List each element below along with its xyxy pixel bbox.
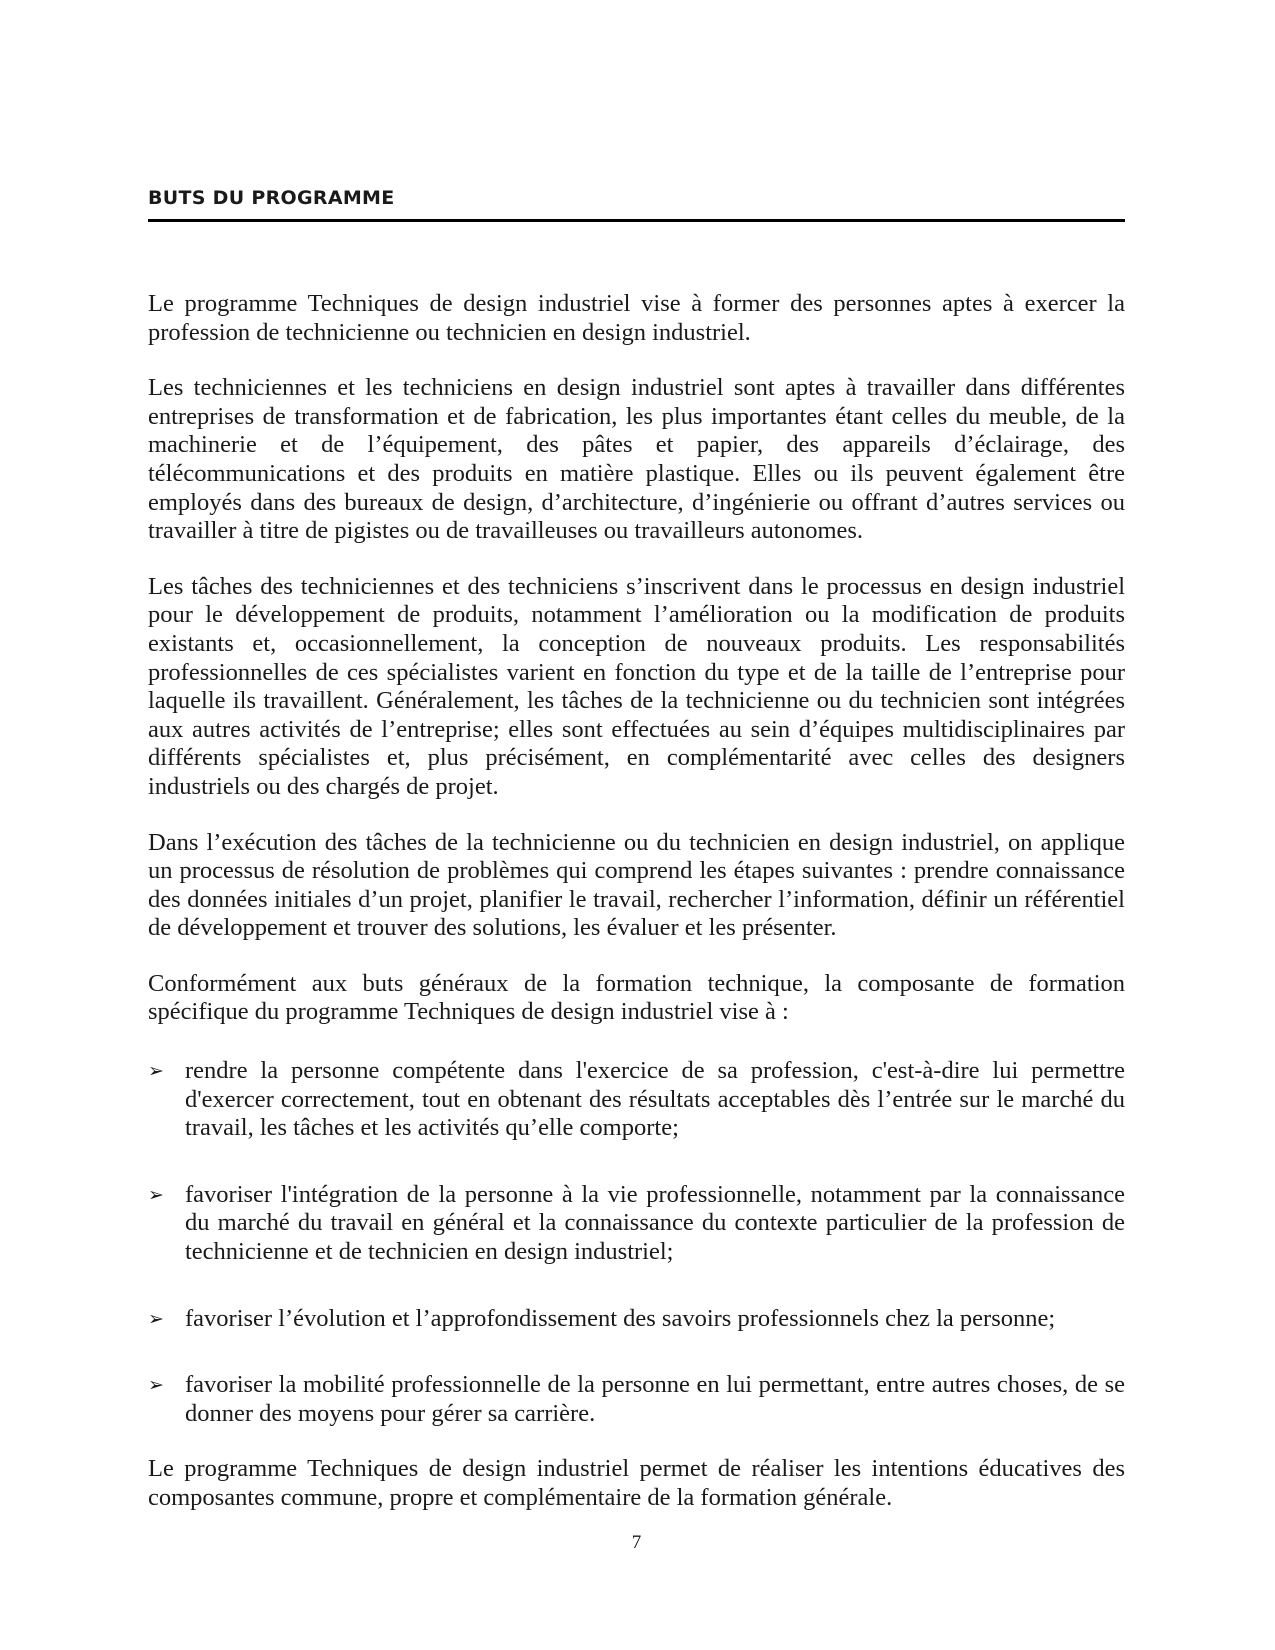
paragraph-intro: Le programme Techniques de design industriel vise à former des personnes aptes à exercer la profession de technicienne ou technicien en design industriel.	[148, 290, 1125, 346]
page-number: 7	[631, 1532, 642, 1553]
paragraph-workplaces: Les techniciennes et les techniciens en design industriel sont aptes à travailler dans différentes entreprises de transformation et de fabrication, les plus importantes étant celles du meuble, de la machinerie et de l’équipement, des pâtes et papier, des appareils d’éclairage, des télécommunications et des produits en matière plastique. Elles ou ils peuvent également être employés dans des bureaux de design, d’architecture, d’ingénierie ou offrant d’autres services ou travailler à titre de pigistes ou de travailleuses ou travailleurs autonomes.	[148, 374, 1125, 545]
list-item	[148, 1371, 1125, 1428]
paragraph-closing: Le programme Techniques de design industriel permet de réaliser les intentions éducatives des composantes commune, propre et complémentaire de la formation générale.	[148, 1455, 1125, 1511]
paragraph-goals-intro: Conformément aux buts généraux de la formation technique, la composante de formation spécifique du programme Techniques de design industriel vise à :	[148, 969, 1125, 1026]
list-item-text: favoriser l’évolution et l’approfondissement des savoirs professionnels chez la personne;	[185, 1304, 1056, 1332]
paragraph-tasks: Les tâches des techniciennes et des techniciens s’inscrivent dans le processus en design industriel pour le développement de produits, notamment l’amélioration ou la modification de produits existants et, occasionnellement, la conception de nouveaux produits. Les responsabilités professionnelles de ces spécialistes varient en fonction du type et de la taille de l’entreprise pour laquelle ils travaillent. Généralement, les tâches de la technicienne ou du technicien sont intégrées aux autres activités de l’entreprise; elles sont effectuées au sein d’équipes multidisciplinaires par différents spécialistes et, plus précisément, en complémentarité avec celles des designers industriels ou des chargés de projet.	[148, 572, 1125, 800]
list-item-text: rendre la personne compétente dans l'exercice de sa profession, c'est-à-dire lui permettre d'exercer correctement, tout en obtenant des résultats acceptables dès l’entrée sur le marché du travail, les tâches et les activités qu’elle comporte;	[185, 1057, 1125, 1142]
list-item	[148, 1181, 1125, 1267]
list-item-text: favoriser la mobilité professionnelle de la personne en lui permettant, entre autres choses, de se donner des moyens pour gérer sa carrière.	[185, 1371, 1125, 1427]
arrow-bullet-icon: ➢	[148, 1307, 164, 1330]
arrow-bullet-icon: ➢	[148, 1060, 164, 1083]
paragraph-process: Dans l’exécution des tâches de la technicienne ou du technicien en design industriel, on applique un processus de résolution de problèmes qui comprend les étapes suivantes : prendre connaissance des données initiales d’un projet, planifier le travail, rechercher l’information, définir un référentiel de développement et trouver des solutions, les évaluer et les présenter.	[148, 828, 1125, 942]
goals-list	[148, 1057, 1125, 1428]
list-item	[148, 1305, 1125, 1334]
body-text	[148, 290, 1125, 1513]
list-item	[148, 1057, 1125, 1143]
heading-rule	[148, 219, 1125, 222]
arrow-bullet-icon: ➢	[148, 1374, 164, 1397]
section-heading: BUTS DU PROGRAMME	[148, 187, 395, 209]
arrow-bullet-icon: ➢	[148, 1183, 164, 1206]
list-item-text: favoriser l'intégration de la personne à la vie professionnelle, notamment par la connaissance du marché du travail en général et la connaissance du contexte particulier de la profession de technicienne et de technicien en design industriel;	[185, 1180, 1125, 1266]
